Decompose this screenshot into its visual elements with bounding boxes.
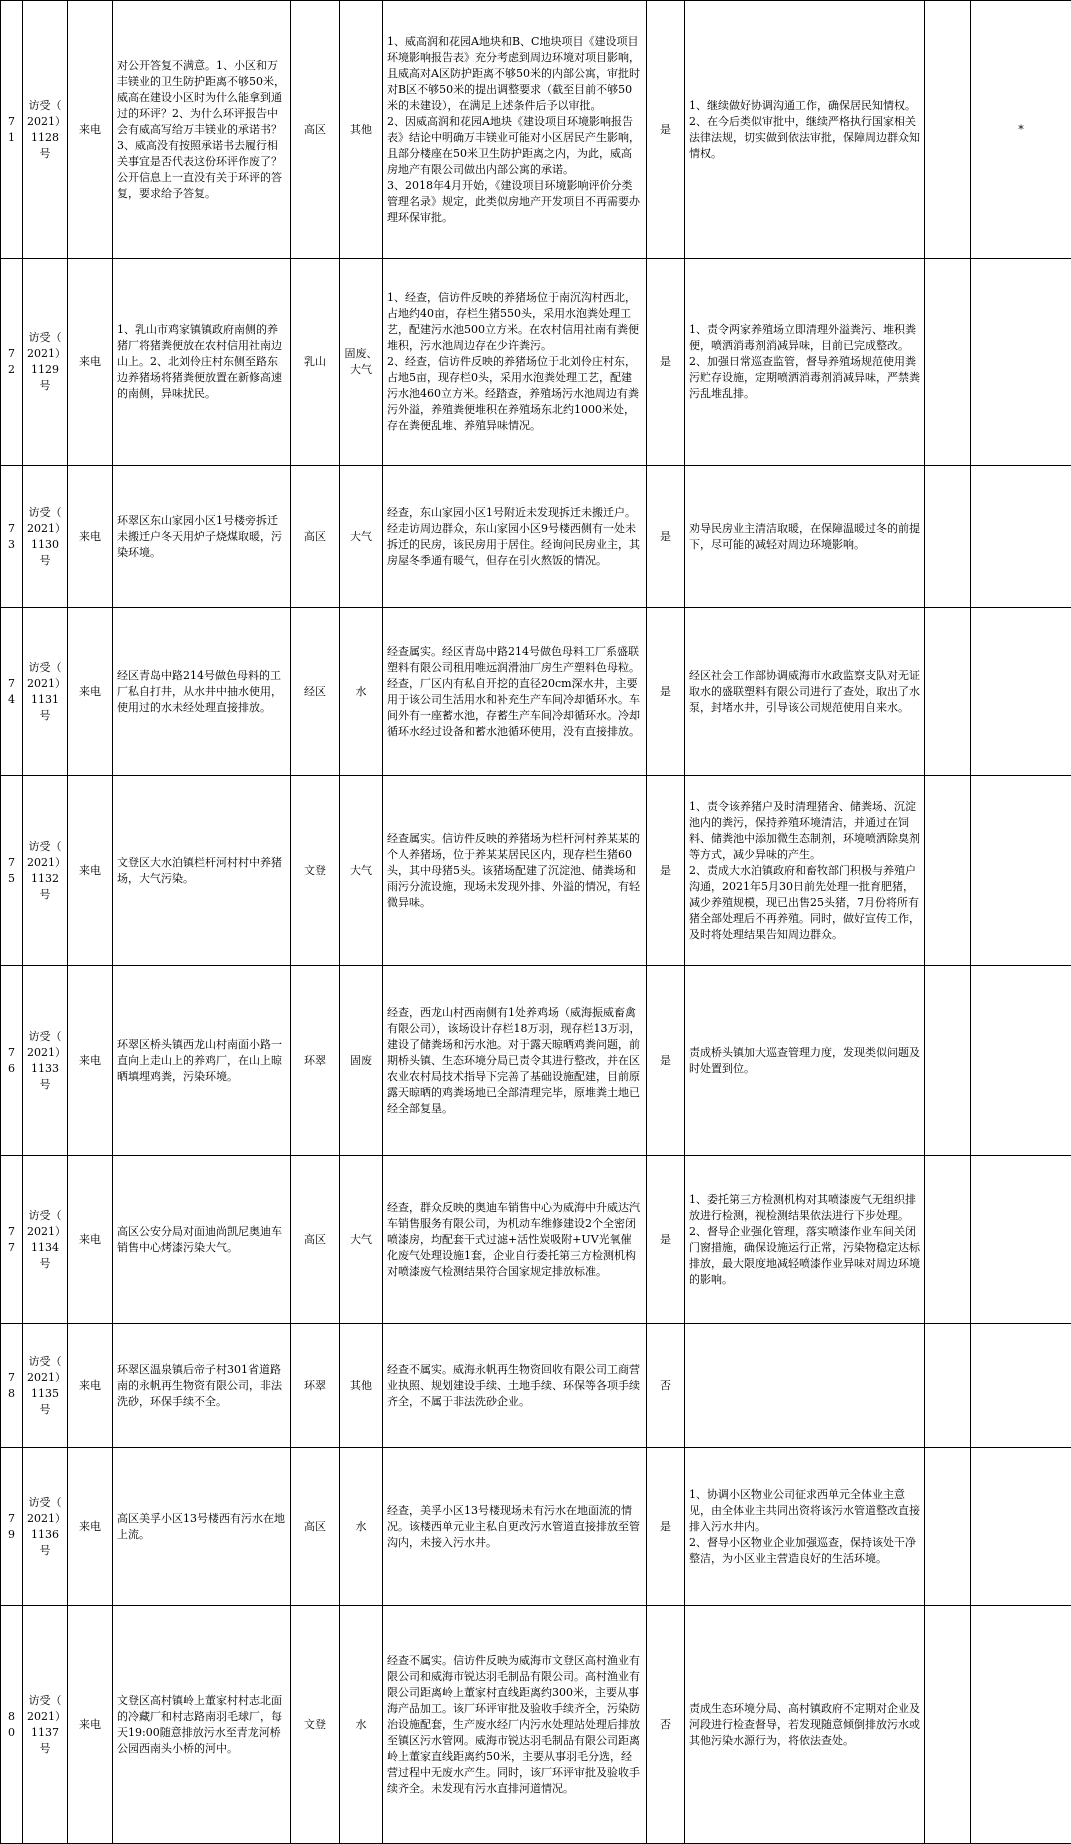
complaint-content: 环翠区东山家园小区1号楼旁拆迁未搬迁户冬天用炉子烧煤取暖，污染环境。 xyxy=(117,514,282,559)
row-number-cell xyxy=(1,1606,23,1844)
measures-cell xyxy=(685,966,925,1156)
measure-paragraph: 责成生态环境分局、高村镇政府不定期对企业及河段进行检查督导，若发现随意倾倒排放污水或其他污染水源行为，将依法查处。 xyxy=(689,1701,920,1749)
pollution-type-cell xyxy=(340,1606,383,1844)
investigation-paragraph: 经查不属实。信访件反映为威海市文登区高村渔业有限公司和威海市锐达羽毛制品有限公司。高村渔业有限公司距离岭上董家村直线距离约300米，主要从事海产品加工。该厂环评审批及验收手续齐全，污染防治设施配套，生产废水经厂内污水处理站处理后排放至镇区污水管网。威海市锐达羽毛制品有限公司距离岭上董家直线距离约50米，主要从事羽毛分选，经营过程中无废水产生。同时，该厂环评审批及验收手续齐全。未发现有污水直排河道情况。 xyxy=(387,1653,642,1797)
investigation-cell xyxy=(383,1324,647,1448)
complaint-content-cell xyxy=(113,966,291,1156)
note-text: * xyxy=(1018,123,1024,136)
investigation-paragraph: 经查属实。信访件反映的养猪场为栏杆河村养某某的个人养猪场，位于养某某居民区内，现存栏生猪60头，其中母猪5头。该猪场配建了沉淀池、储粪场和雨污分流设施，现场未发现外排、外溢的情况，有轻微异味。 xyxy=(387,831,642,911)
verified-cell xyxy=(647,1324,685,1448)
investigation-cell xyxy=(383,259,647,466)
source-text: 来电 xyxy=(79,685,101,698)
case-id-line: 访受（ xyxy=(27,1354,63,1370)
source-text: 来电 xyxy=(79,864,101,877)
row-number: 76 xyxy=(8,1046,15,1075)
extra-cell xyxy=(925,1324,971,1448)
pollution-type-cell xyxy=(340,608,383,776)
complaint-content-cell xyxy=(113,776,291,966)
row-number: 79 xyxy=(8,1512,15,1541)
verified-cell xyxy=(647,259,685,466)
complaint-content: 1、乳山市鸡家镇镇政府南侧的养猪厂将猪粪便放在农村信用社南边山上。2、北刘伶庄村东侧至路东边养猪场将猪粪便放置在新修高速的南侧，异味扰民。 xyxy=(117,323,282,400)
complaint-content: 经区青岛中路214号做色母料的工厂私自打井，从水井中抽水使用，使用过的水未经处理直接排放。 xyxy=(117,669,282,714)
district-cell xyxy=(291,466,340,608)
investigation-paragraph: 2、经查，信访件反映的养猪场位于北刘伶庄村东，占地5亩，现存栏0头，采用水泡粪处理工艺，配建污水池460立方米。经踏查，养殖场污水池周边有粪污外溢，养殖粪便堆积在养殖场东北约1000米处，存在粪便乱堆、养殖异味情况。 xyxy=(387,354,642,434)
district-text: 高区 xyxy=(304,1520,326,1533)
note-cell xyxy=(971,259,1071,466)
source-text: 来电 xyxy=(79,1233,101,1246)
district-cell xyxy=(291,966,340,1156)
verified-flag: 否 xyxy=(660,1379,671,1392)
pollution-type: 固废、大气 xyxy=(345,347,378,376)
extra-cell xyxy=(925,466,971,608)
row-number: 71 xyxy=(8,115,15,144)
case-id-cell xyxy=(23,1,68,259)
measure-paragraph: 责成桥头镇加大巡查管理力度，发现类似问题及时处置到位。 xyxy=(689,1045,920,1077)
pollution-type: 其他 xyxy=(350,123,372,136)
district-cell xyxy=(291,1606,340,1844)
measure-paragraph: 1、责令该养猪户及时清理猪舍、储粪场、沉淀池内的粪污，保持养殖环境清洁，并通过在饲料、储粪池中添加微生态制剂，环境喷洒除臭剂等方式，减少异味的产生。 xyxy=(689,799,920,863)
case-id-line: 访受（ xyxy=(27,1495,63,1511)
case-id-line: 访受（ xyxy=(27,1208,63,1224)
note-cell xyxy=(971,608,1071,776)
verified-flag: 是 xyxy=(660,355,671,368)
pollution-type: 其他 xyxy=(350,1379,372,1392)
row-number-cell xyxy=(1,1324,23,1448)
row-number: 75 xyxy=(8,856,15,885)
district-text: 高区 xyxy=(304,123,326,136)
district-text: 高区 xyxy=(304,530,326,543)
case-id-cell xyxy=(23,1606,68,1844)
investigation-paragraph: 3、2018年4月开始，《建设项目环境影响评价分类管理名录》规定，此类似房地产开发项目不再需要办理环保审批。 xyxy=(387,178,642,226)
verified-cell xyxy=(647,1,685,259)
verified-cell xyxy=(647,1156,685,1324)
measure-paragraph: 1、继续做好协调沟通工作，确保居民知情权。 xyxy=(689,98,920,114)
verified-cell xyxy=(647,776,685,966)
row-number-cell xyxy=(1,1448,23,1606)
case-id-line: 2021） xyxy=(27,676,63,692)
case-id-line: 1129号 xyxy=(27,362,63,394)
investigation-cell xyxy=(383,466,647,608)
case-id-line: 1137号 xyxy=(27,1725,63,1757)
investigation-cell xyxy=(383,1,647,259)
district-cell xyxy=(291,259,340,466)
measures-cell xyxy=(685,1,925,259)
case-id-line: 1134号 xyxy=(27,1240,63,1272)
source-cell xyxy=(68,608,113,776)
case-id-line: 访受（ xyxy=(27,1693,63,1709)
investigation-paragraph: 1、威高润和花园A地块和B、C地块项目《建设项目环境影响报告表》充分考虑到周边环境对项目影响，且威高对A区防护距离不够50米的内部公寓，审批时对B区不够50米的提出调整要求（截至目前不够50米的未建设），在满足上述条件后予以审批。 xyxy=(387,34,642,114)
verified-cell xyxy=(647,608,685,776)
investigation-paragraph: 经查，群众反映的奥迪车销售中心为威海中升威达汽车销售服务有限公司，为机动车维修建设2个全密闭喷漆房，均配套干式过滤+活性炭吸附+UV光氧催化废气处理设施1套，企业自行委托第三方检测机构对喷漆废气检测结果符合国家规定排放标准。 xyxy=(387,1200,642,1280)
complaint-content: 高区美孚小区13号楼西有污水在地上流。 xyxy=(117,1512,285,1541)
pollution-type: 大气 xyxy=(350,864,372,877)
measure-paragraph: 2、在今后类似审批中，继续严格执行国家相关法律法规，切实做到依法审批，保障周边群众知情权。 xyxy=(689,114,920,162)
row-number: 72 xyxy=(8,347,15,376)
investigation-cell xyxy=(383,1606,647,1844)
case-id-line: 2021） xyxy=(27,1370,63,1386)
district-cell xyxy=(291,776,340,966)
note-cell xyxy=(971,1156,1071,1324)
complaint-content-cell xyxy=(113,1156,291,1324)
pollution-type-cell xyxy=(340,1324,383,1448)
case-id-line: 2021） xyxy=(27,1045,63,1061)
source-text: 来电 xyxy=(79,530,101,543)
district-text: 乳山 xyxy=(304,355,326,368)
source-cell xyxy=(68,1606,113,1844)
extra-cell xyxy=(925,1606,971,1844)
investigation-cell xyxy=(383,1156,647,1324)
row-number: 74 xyxy=(8,677,15,706)
source-cell xyxy=(68,966,113,1156)
row-number: 80 xyxy=(8,1710,15,1739)
district-cell xyxy=(291,608,340,776)
measures-cell xyxy=(685,776,925,966)
pollution-type: 大气 xyxy=(350,530,372,543)
verified-cell xyxy=(647,1606,685,1844)
district-text: 环翠 xyxy=(304,1379,326,1392)
table-row xyxy=(1,1606,1071,1844)
pollution-type: 水 xyxy=(356,1520,367,1533)
district-text: 文登 xyxy=(304,1718,326,1731)
case-id-cell xyxy=(23,1156,68,1324)
note-cell xyxy=(971,1324,1071,1448)
note-cell xyxy=(971,776,1071,966)
investigation-paragraph: 经查不属实。威海永帆再生物资回收有限公司工商营业执照、规划建设手续、土地手续、环保等各项手续齐全，不属于非法洗砂企业。 xyxy=(387,1362,642,1410)
investigation-paragraph: 2、因威高润和花园A地块《建设项目环境影响报告表》结论中明确万丰镁业可能对小区居民产生影响，且部分楼座在50米卫生防护距离之内，为此，威高房地产有限公司做出内部公寓的承诺。 xyxy=(387,114,642,178)
source-text: 来电 xyxy=(79,1379,101,1392)
pollution-type-cell xyxy=(340,466,383,608)
extra-cell xyxy=(925,1,971,259)
verified-cell xyxy=(647,466,685,608)
pollution-type-cell xyxy=(340,776,383,966)
table-row xyxy=(1,1,1071,259)
extra-cell xyxy=(925,966,971,1156)
measures-cell xyxy=(685,466,925,608)
table-row xyxy=(1,776,1071,966)
row-number: 78 xyxy=(8,1371,15,1400)
case-id-line: 2021） xyxy=(27,346,63,362)
source-cell xyxy=(68,1156,113,1324)
investigation-cell xyxy=(383,966,647,1156)
verified-flag: 是 xyxy=(660,1233,671,1246)
row-number-cell xyxy=(1,776,23,966)
case-id-cell xyxy=(23,776,68,966)
measures-cell xyxy=(685,1156,925,1324)
complaint-content: 文登区高村镇岭上董家村村志北面的冷藏厂和村志路南羽毛球厂，每天19:00随意排放污水至青龙河桥公园西南头小桥的河中。 xyxy=(117,1694,282,1755)
complaint-content: 文登区大水泊镇栏杆河村村中养猪场，大气污染。 xyxy=(117,856,282,885)
complaint-content-cell xyxy=(113,1324,291,1448)
case-id-line: 2021） xyxy=(27,1511,63,1527)
investigation-paragraph: 1、经查，信访件反映的养猪场位于南沉沟村西北，占地约40亩，存栏生猪550头，采用水泡粪处理工艺，配建污水池500立方米。在农村信用社南有粪便堆积，污水池周边存在少许粪污。 xyxy=(387,290,642,354)
source-text: 来电 xyxy=(79,1520,101,1533)
measures-cell xyxy=(685,1606,925,1844)
district-cell xyxy=(291,1156,340,1324)
complaint-content-cell xyxy=(113,608,291,776)
pollution-type: 大气 xyxy=(350,1233,372,1246)
investigation-cell xyxy=(383,776,647,966)
note-cell xyxy=(971,466,1071,608)
case-id-cell xyxy=(23,259,68,466)
pollution-type: 水 xyxy=(356,1718,367,1731)
district-text: 环翠 xyxy=(304,1054,326,1067)
complaint-content: 高区公安分局对面迪尚凯尼奥迪车销售中心烤漆污染大气。 xyxy=(117,1225,282,1254)
measure-paragraph: 2、加强日常巡查监管，督导养殖场规范使用粪污贮存设施，定期喷洒消毒剂消减异味，严禁粪污乱堆乱排。 xyxy=(689,354,920,402)
measure-paragraph: 经区社会工作部协调威海市水政监察支队对无证取水的盛联塑料有限公司进行了查处，取出了水泵，封堵水井，引导该公司规范使用自来水。 xyxy=(689,668,920,716)
verified-flag: 是 xyxy=(660,864,671,877)
row-number-cell xyxy=(1,466,23,608)
case-id-line: 访受（ xyxy=(27,660,63,676)
complaint-content: 环翠区桥头镇西龙山村南面小路一直向上走山上的养鸡厂，在山上晾晒填埋鸡粪，污染环境。 xyxy=(117,1038,282,1083)
source-cell xyxy=(68,466,113,608)
measures-cell xyxy=(685,259,925,466)
pollution-type: 水 xyxy=(356,685,367,698)
case-id-cell xyxy=(23,1324,68,1448)
table-row xyxy=(1,966,1071,1156)
row-number-cell xyxy=(1,966,23,1156)
source-cell xyxy=(68,1448,113,1606)
investigation-cell xyxy=(383,1448,647,1606)
verified-cell xyxy=(647,966,685,1156)
district-cell xyxy=(291,1448,340,1606)
investigation-paragraph: 经查属实。经区青岛中路214号做色母料工厂系盛联塑料有限公司租用唯远润滑油厂房生产塑料色母粒。经查，厂区内有私自开挖的直径20cm深水井，主要用于该公司生活用水和补充生产车间冷却循环水。车间外有一座蓄水池，存蓄生产车间冷却循环水。冷却循环水经过设备和蓄水池循环使用，没有直接排放。 xyxy=(387,644,642,740)
note-cell xyxy=(971,1606,1071,1844)
table-row xyxy=(1,608,1071,776)
row-number-cell xyxy=(1,608,23,776)
table-row xyxy=(1,466,1071,608)
measure-paragraph: 1、委托第三方检测机构对其喷漆废气无组织排放进行检测，视检测结果依法进行下步处理。 xyxy=(689,1192,920,1224)
investigation-paragraph: 经查，美孚小区13号楼现场未有污水在地面流的情况。该楼西单元业主私自更改污水管道直接排放至管沟内，未接入污水井。 xyxy=(387,1503,642,1551)
extra-cell xyxy=(925,608,971,776)
case-id-line: 访受（ xyxy=(27,1029,63,1045)
measure-paragraph: 1、责令两家养殖场立即清理外溢粪污、堆积粪便，喷洒消毒剂消减异味，目前已完成整改。 xyxy=(689,322,920,354)
pollution-type: 固废 xyxy=(350,1054,372,1067)
source-cell xyxy=(68,1,113,259)
pollution-type-cell xyxy=(340,1,383,259)
complaint-content: 环翠区温泉镇后帝子村301省道路南的永帆再生物资有限公司，非法洗砂，环保手续不全。 xyxy=(117,1363,282,1408)
verified-flag: 是 xyxy=(660,530,671,543)
case-id-line: 访受（ xyxy=(27,98,63,114)
district-cell xyxy=(291,1324,340,1448)
measures-cell xyxy=(685,608,925,776)
note-cell xyxy=(971,1,1071,259)
case-id-line: 1136号 xyxy=(27,1527,63,1559)
case-id-cell xyxy=(23,1448,68,1606)
source-text: 来电 xyxy=(79,123,101,136)
complaint-content-cell xyxy=(113,259,291,466)
verified-cell xyxy=(647,1448,685,1606)
verified-flag: 否 xyxy=(660,1718,671,1731)
investigation-cell xyxy=(383,608,647,776)
case-id-line: 1130号 xyxy=(27,537,63,569)
source-cell xyxy=(68,259,113,466)
verified-flag: 是 xyxy=(660,123,671,136)
case-id-cell xyxy=(23,466,68,608)
case-id-line: 2021） xyxy=(27,521,63,537)
complaint-content-cell xyxy=(113,1,291,259)
case-id-line: 访受（ xyxy=(27,505,63,521)
pollution-type-cell xyxy=(340,1156,383,1324)
case-id-line: 1132号 xyxy=(27,871,63,903)
case-id-line: 2021） xyxy=(27,855,63,871)
row-number: 73 xyxy=(8,522,15,551)
measure-paragraph: 2、督导小区物业企业加强巡查，保持该处干净整洁，为小区业主营造良好的生活环境。 xyxy=(689,1535,920,1567)
source-cell xyxy=(68,1324,113,1448)
row-number-cell xyxy=(1,259,23,466)
case-id-line: 1135号 xyxy=(27,1386,63,1418)
table-row xyxy=(1,1156,1071,1324)
complaint-content-cell xyxy=(113,1606,291,1844)
case-id-cell xyxy=(23,608,68,776)
district-text: 文登 xyxy=(304,864,326,877)
pollution-type-cell xyxy=(340,1448,383,1606)
case-id-line: 2021） xyxy=(27,114,63,130)
measures-cell xyxy=(685,1324,925,1448)
case-id-line: 1131号 xyxy=(27,692,63,724)
case-id-cell xyxy=(23,966,68,1156)
measure-paragraph: 2、责成大水泊镇政府和畜牧部门积极与养殖户沟通，2021年5月30日前先处理一批育肥猪，减少养殖规模，现已出售25头猪，7月份将所有猪全部处理后不再养殖。同时，做好宣传工作，及时将处理结果告知周边群众。 xyxy=(689,863,920,943)
table-row xyxy=(1,1448,1071,1606)
measure-paragraph: 1、协调小区物业公司征求西单元全体业主意见，由全体业主共同出资将该污水管道整改直接排入污水井内。 xyxy=(689,1487,920,1535)
case-id-line: 访受（ xyxy=(27,839,63,855)
source-text: 来电 xyxy=(79,355,101,368)
note-cell xyxy=(971,966,1071,1156)
row-number-cell xyxy=(1,1156,23,1324)
extra-cell xyxy=(925,1448,971,1606)
source-text: 来电 xyxy=(79,1718,101,1731)
table-row xyxy=(1,259,1071,466)
investigation-paragraph: 经查，西龙山村西南侧有1处养鸡场（威海振威畜禽有限公司），该场设计存栏18万羽，现存栏13万羽，建设了储粪场和污水池。对于露天晾晒鸡粪问题，前期桥头镇、生态环境分局已责令其进行整改，并在区农业农村局技术指导下完善了基础设施配建，目前原露天晾晒的鸡粪场地已全部清理完毕，原堆粪土地已经全部复垦。 xyxy=(387,1005,642,1117)
row-number-cell xyxy=(1,1,23,259)
verified-flag: 是 xyxy=(660,1054,671,1067)
verified-flag: 是 xyxy=(660,685,671,698)
row-number: 77 xyxy=(8,1225,15,1254)
case-id-line: 2021） xyxy=(27,1709,63,1725)
extra-cell xyxy=(925,1156,971,1324)
investigation-paragraph: 经查，东山家园小区1号附近未发现拆迁未搬迁户。经走访周边群众，东山家园小区9号楼西侧有一处未拆迁的民房，该民房用于居住。经询问民房业主，其房屋冬季通有暖气，但存在引火熬饭的情况。 xyxy=(387,505,642,569)
case-id-line: 访受（ xyxy=(27,330,63,346)
note-cell xyxy=(971,1448,1071,1606)
measures-cell xyxy=(685,1448,925,1606)
verified-flag: 是 xyxy=(660,1520,671,1533)
table-row xyxy=(1,1324,1071,1448)
complaint-content: 对公开答复不满意。1、小区和万丰镁业的卫生防护距离不够50米，威高在建设小区时为什么能拿到通过的环评？2、为什么环评报告中会有威高写给万丰镁业的承诺书？3、威高没有按照承诺书去履行相关事宜是否代表这份环评作废了？公开信息上一直没有关于环评的答复，要求给予答复。 xyxy=(117,59,285,200)
case-id-line: 1133号 xyxy=(27,1061,63,1093)
complaint-content-cell xyxy=(113,1448,291,1606)
pollution-type-cell xyxy=(340,966,383,1156)
district-cell xyxy=(291,1,340,259)
district-text: 高区 xyxy=(304,1233,326,1246)
complaint-content-cell xyxy=(113,466,291,608)
pollution-type-cell xyxy=(340,259,383,466)
measure-paragraph: 2、督导企业强化管理，落实喷漆作业车间关闭门窗措施，确保设施运行正常，污染物稳定达标排放，最大限度地减轻喷漆作业异味对周边环境的影响。 xyxy=(689,1224,920,1288)
extra-cell xyxy=(925,259,971,466)
source-cell xyxy=(68,776,113,966)
case-id-line: 2021） xyxy=(27,1224,63,1240)
source-text: 来电 xyxy=(79,1054,101,1067)
extra-cell xyxy=(925,776,971,966)
case-id-line: 1128号 xyxy=(27,130,63,162)
measure-paragraph: 劝导民房业主清洁取暖，在保障温暖过冬的前提下，尽可能的减轻对周边环境影响。 xyxy=(689,521,920,553)
district-text: 经区 xyxy=(304,685,326,698)
